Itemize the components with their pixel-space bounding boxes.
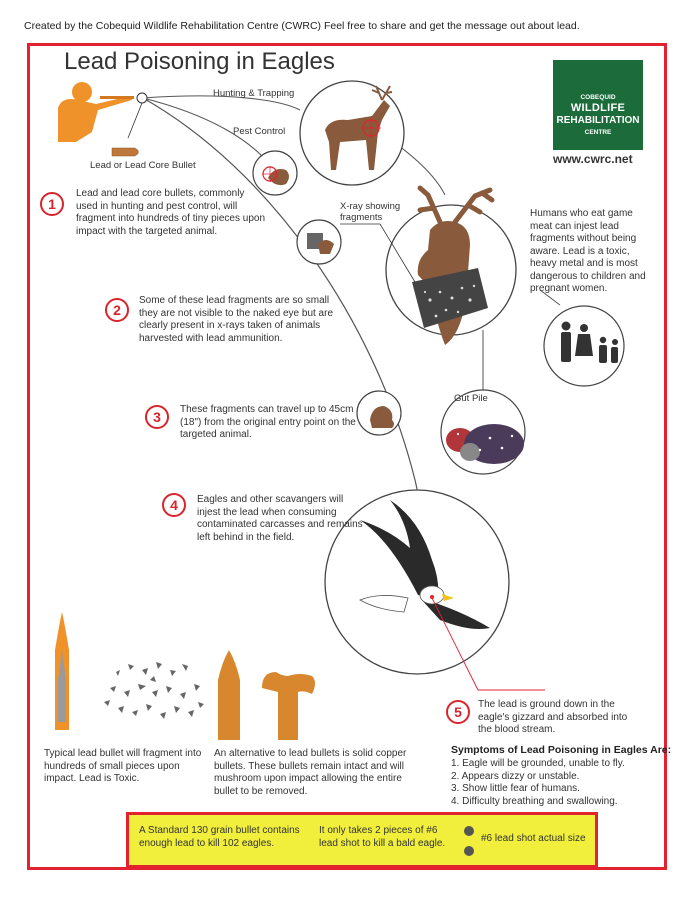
gut-pile-label: Gut Pile bbox=[454, 393, 488, 404]
bullet-label: Lead or Lead Core Bullet bbox=[90, 160, 196, 171]
logo-line1: COBEQUID bbox=[580, 94, 616, 101]
step-text-2: Some of these lead fragments are so small they are not visible to the naked eye but are clearly present in x-rays taken of animals harvested with lead ammunition. bbox=[139, 295, 334, 344]
header-note: Created by the Cobequid Wildlife Rehabilitation Centre (CWRC) Feel free to share and get the message out about lead. bbox=[24, 20, 580, 32]
step-text-1: Lead and lead core bullets, commonly used in hunting and pest control, will fragment into hundreds of tiny pieces upon impact with the targeted animal. bbox=[76, 188, 266, 237]
lead-fragments bbox=[104, 662, 204, 719]
grain-fact: A Standard 130 grain bullet contains enough lead to kill 102 eagles. bbox=[139, 825, 300, 849]
website-url[interactable]: www.cwrc.net bbox=[553, 152, 633, 166]
shot-fact: It only takes 2 pieces of #6 lead shot to kill a bald eagle. bbox=[319, 825, 446, 849]
step-text-4: Eagles and other scavangers will injest the lead when consuming contaminated carcasses and remains left behind in the field. bbox=[197, 494, 363, 543]
logo-line2: WILDLIFE bbox=[570, 102, 626, 114]
humans-note: Humans who eat game meat can injest lead fragments without being aware. Lead is a toxic, heavy metal and is most dangerous to children and pregnant women. bbox=[530, 208, 646, 294]
step-text-3: These fragments can travel up to 45cm (18") from the original entry point on the targeted animal. bbox=[180, 404, 356, 440]
symptom-item: 4. Difficulty breathing and swallowing. bbox=[451, 795, 618, 807]
page-title: Lead Poisoning in Eagles bbox=[64, 48, 335, 75]
step-text-5: The lead is ground down in the eagle's gizzard and absorbed into the blood stream. bbox=[478, 699, 628, 735]
pest-control-label: Pest Control bbox=[233, 126, 286, 137]
lead-facts-box bbox=[126, 812, 598, 868]
symptoms-list bbox=[451, 758, 625, 808]
step-number-1: 1 bbox=[40, 192, 64, 216]
step-number-3: 3 bbox=[145, 405, 169, 429]
symptoms-title: Symptoms of Lead Poisoning in Eagles Are: bbox=[451, 744, 672, 756]
symptom-item: 1. Eagle will be grounded, unable to fly. bbox=[451, 758, 625, 769]
step-number-2: 2 bbox=[105, 298, 129, 322]
hunter-figure bbox=[58, 82, 134, 142]
lead-bullet-text: Typical lead bullet will fragment into hundreds of small pieces upon impact. Lead is Toxic. bbox=[44, 748, 202, 784]
copper-bullet bbox=[218, 650, 240, 740]
lead-shot-icon bbox=[462, 823, 476, 859]
step-number-5: 5 bbox=[446, 700, 470, 724]
mushroomed-copper-bullet bbox=[262, 672, 315, 740]
xray-label: X-ray showing fragments bbox=[340, 201, 401, 223]
step-number-4: 4 bbox=[162, 493, 186, 517]
symptom-item: 2. Appears dizzy or unstable. bbox=[451, 770, 580, 782]
bullet-origin-marker bbox=[137, 93, 147, 103]
copper-bullet-text: An alternative to lead bullets is solid copper bullets. These bullets remain intact and will mushroom upon impact allowing the entire bullet to be removed. bbox=[214, 748, 407, 797]
cwrc-logo bbox=[553, 60, 643, 150]
symptom-item: 3. Show little fear of humans. bbox=[451, 783, 580, 794]
shot-size-label: #6 lead shot actual size bbox=[481, 833, 586, 844]
small-bullet-icon bbox=[112, 148, 139, 156]
hunting-label: Hunting & Trapping bbox=[213, 88, 295, 99]
logo-line3: REHABILITATION bbox=[556, 115, 640, 126]
logo-line4: CENTRE bbox=[584, 129, 612, 136]
